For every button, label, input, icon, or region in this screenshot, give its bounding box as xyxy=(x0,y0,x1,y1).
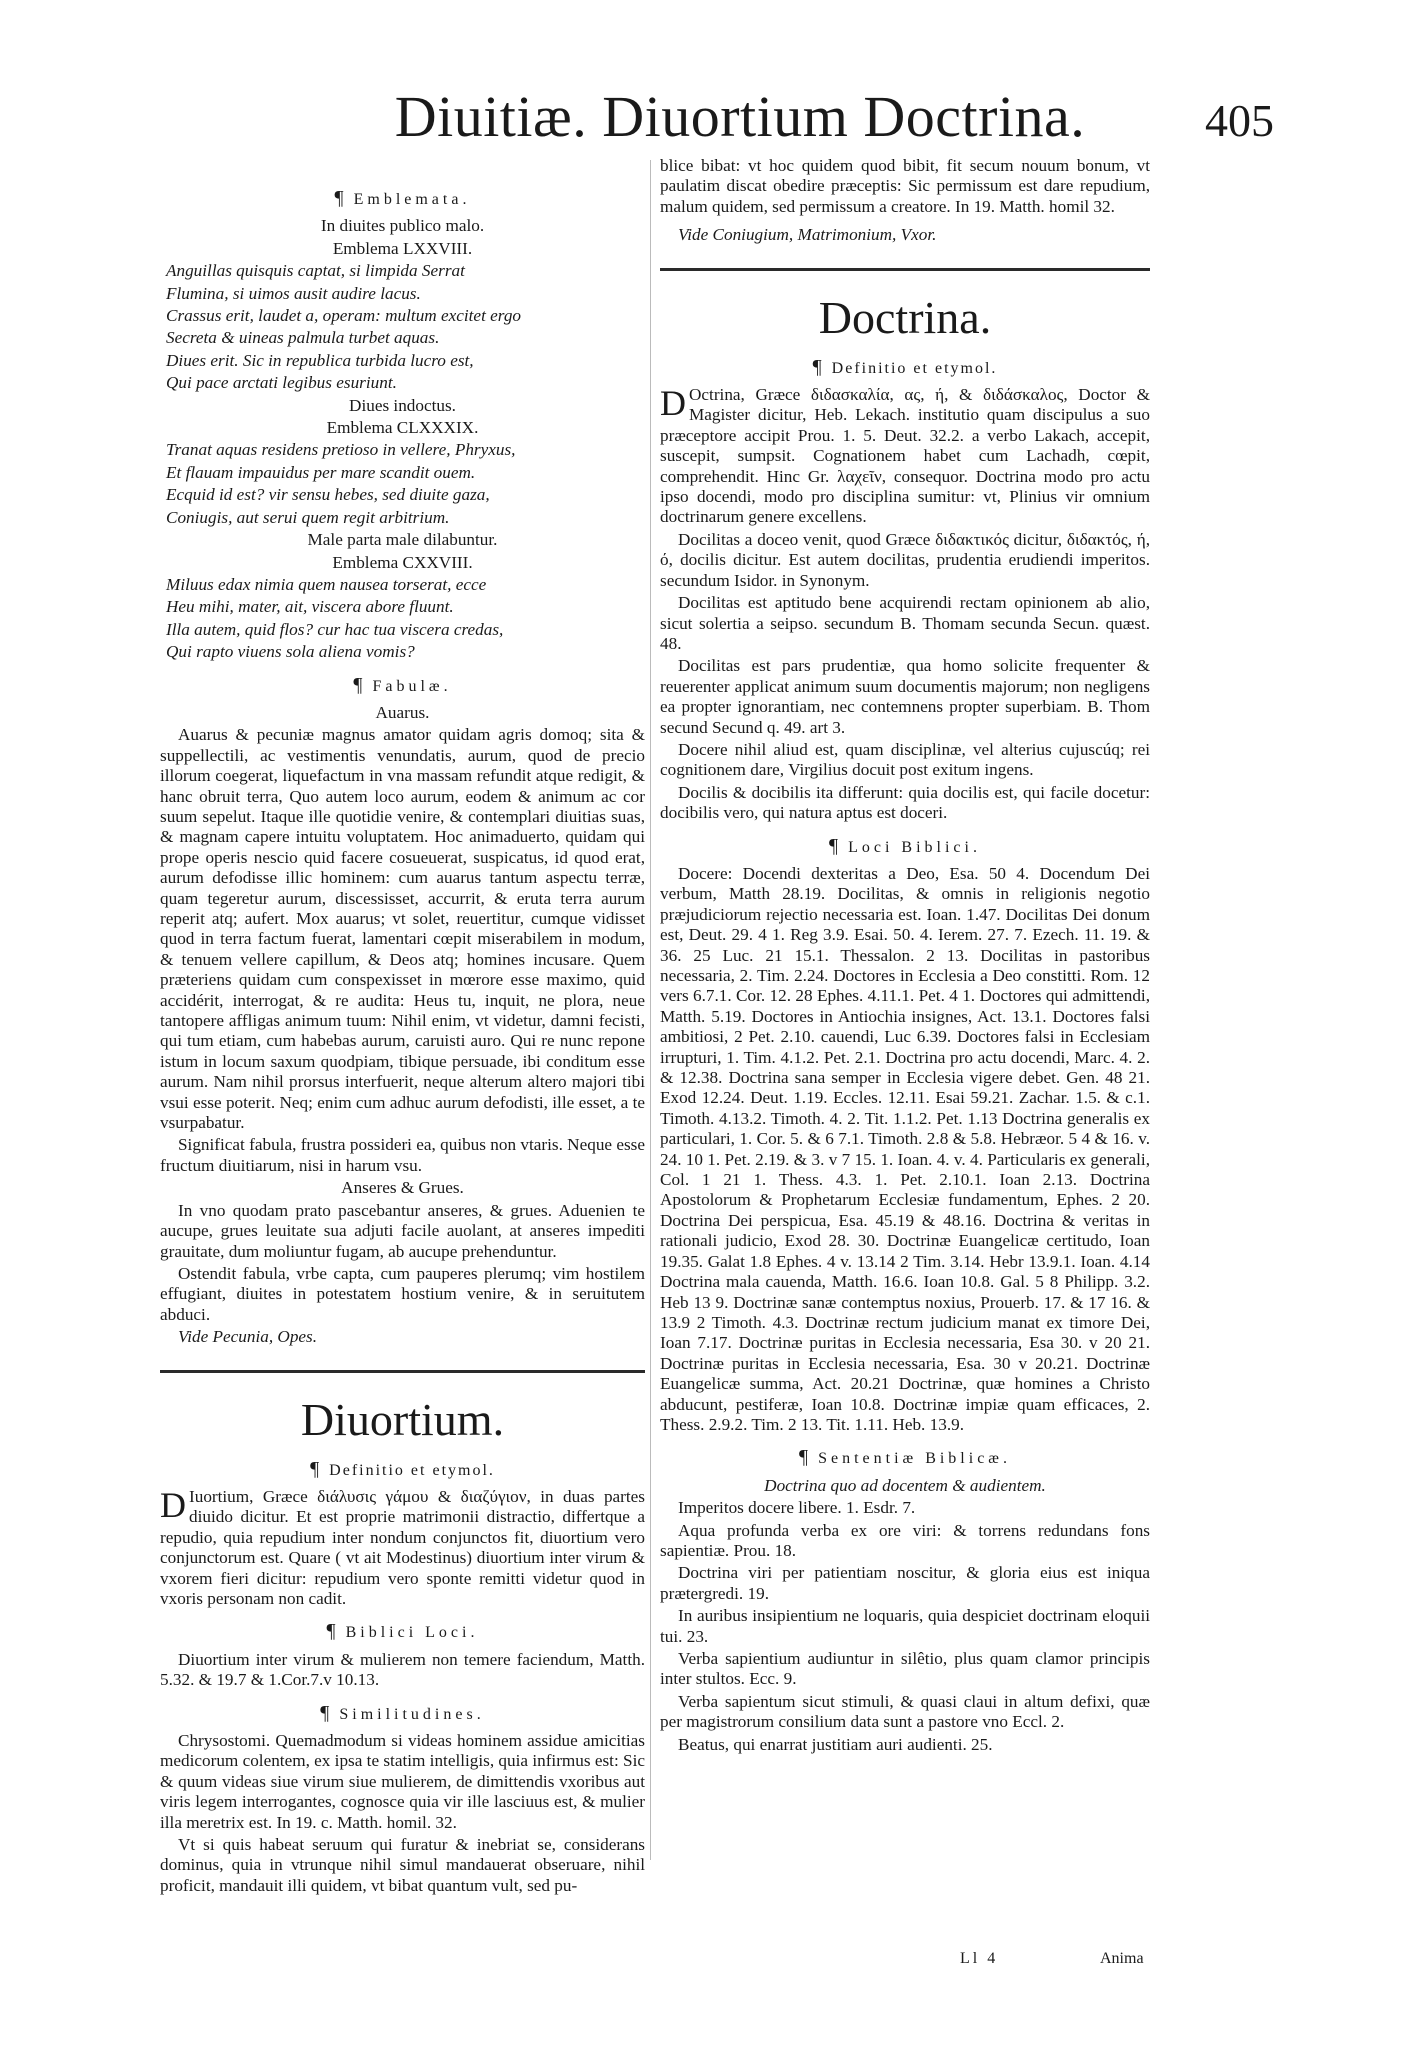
verse-line: Secreta & uineas palmula turbet aquas. xyxy=(166,328,440,348)
section-rule xyxy=(160,1370,645,1373)
similitudines-heading: ¶ Similitudines. xyxy=(320,1701,485,1724)
definition-text: Docilitas est aptitudo bene acquirendi rectam opinionem ab alio, sicut solertia a seipso. secundum B. Thomam secunda Secun. quæst. 48. xyxy=(660,593,1150,653)
verse-line: Coniugis, aut serui quem regit arbitrium. xyxy=(166,507,450,527)
fable-title: Anseres & Grues. xyxy=(341,1178,464,1198)
emblem-number: Emblema LXXVIII. xyxy=(332,238,473,258)
verse-line: Qui pace arctati legibus esuriunt. xyxy=(166,373,397,393)
verse-line: Miluus edax nimia quem nausea torserat, ecce xyxy=(166,574,487,594)
verse-line: Et flauam impauidus per mare scandit ouem. xyxy=(166,462,476,482)
entry-title-diuortium: Diuortium. xyxy=(300,1393,505,1445)
sententiae-heading: ¶ Sententiæ Biblicæ. xyxy=(799,1446,1011,1469)
verse-line: Crassus erit, laudet a, operam: multum excitet ergo xyxy=(166,306,522,326)
emblem-number: Emblema CLXXXIX. xyxy=(326,418,479,438)
running-title: Diuitiæ. Diuortium Doctrina. xyxy=(394,84,1086,149)
emblem-verse xyxy=(160,261,645,393)
emblem-verse xyxy=(160,575,645,663)
verse-line: Heu mihi, mater, ait, viscera abore fluunt. xyxy=(166,597,454,617)
definition-text: Docilis & docibilis ita differunt: quia docilis est, qui facile docetur: docibilis vero, qui natura aptus est doceri. xyxy=(660,782,1150,823)
emblem-title: Diues indoctus. xyxy=(349,395,456,415)
fable-moral: Ostendit fabula, vrbe capta, cum pauperes plerumq; vim hostilem effugiant, diuites in potestatem hostium venire, & in seruitutem abduci. xyxy=(160,1263,645,1324)
definition-text: Docere nihil aliud est, quam disciplinæ, vel alterius cujuscúq; rei cognitionem dare, Virgilius docuit post exitum ingens. xyxy=(660,739,1150,780)
pilcrow-icon: ¶ xyxy=(799,1446,809,1469)
fable-title: Auarus. xyxy=(375,702,430,722)
pilcrow-icon: ¶ xyxy=(353,673,363,696)
definition-heading: ¶ Definitio et etymol. xyxy=(310,1457,495,1480)
pilcrow-icon: ¶ xyxy=(320,1701,330,1724)
verse-line: Diues erit. Sic in republica turbida lucro est, xyxy=(166,350,474,370)
emblem-verse xyxy=(160,440,645,528)
loci-biblici-heading: ¶ Loci Biblici. xyxy=(829,834,981,857)
similitude-text: Vt si quis habeat seruum qui furatur & inebriat se, considerans dominus, quia in vtrunque nihil simul mandauerat obseruare, nihil proficit, mandauit illi quidem, vt bibat quantum vult, sed pu- xyxy=(160,1835,645,1895)
fabulae-heading: ¶ Fabulæ. xyxy=(353,673,452,696)
continued-text: blice bibat: vt hoc quidem quod bibit, fit secum nouum bonum, vt paulatim discat obedire præceptis: Sic permissum est dare repudium, malum quidem, sed permissum a creatore. In 19. Matth. homil 32. xyxy=(660,156,1150,216)
cross-reference: Vide Coniugium, Matrimonium, Vxor. xyxy=(678,225,937,245)
page-number: 405 xyxy=(1205,95,1274,146)
verse-line: Illa autem, quid flos? cur hac tua viscera credas, xyxy=(166,619,504,639)
column-divider xyxy=(650,160,651,1860)
definition-text: Docilitas est pars prudentiæ, qua homo solicite frequenter & reuerenter applicat animum suum documentis majorum; non negligens ea propter ignorantiam, nec contemnens propter superbiam. B. Thom secund Secund q. 49. art 3. xyxy=(660,656,1150,737)
biblici-loci-heading: ¶ Biblici Loci. xyxy=(326,1620,479,1643)
sentence-line: In auribus insipientium ne loquaris, quia despiciet doctrinam eloquii tui. 23. xyxy=(660,1606,1150,1646)
emblem-title: In diuites publico malo. xyxy=(320,216,485,236)
verse-line: Tranat aquas residens pretioso in vellere, Phryxus, xyxy=(166,440,516,460)
verse-line: Anguillas quisquis captat, si limpida Serrat xyxy=(166,261,465,281)
drop-initial: D xyxy=(660,383,686,424)
pilcrow-icon: ¶ xyxy=(829,834,839,857)
verse-line: Qui rapto viuens sola aliena vomis? xyxy=(166,642,415,662)
similitude-text: Chrysostomi. Quemadmodum si videas hominem assidue amicitias medicorum colentem, ex ipsa te statim intelligis, quia infirmus est: Sic & quum videas siue virum siue mulierem, de dimittendis vxoribus aut viris legem interrogantes, cognosce quia vir ille lasciuus est, & mulier illa meretrix est. In 19. c. Matth. homil. 32. xyxy=(160,1731,645,1832)
entry-title-doctrina: Doctrina. xyxy=(818,291,992,343)
cross-reference: Vide Pecunia, Opes. xyxy=(178,1327,318,1347)
left-column xyxy=(160,176,645,1898)
verse-line: Ecquid id est? vir sensu hebes, sed diuite gaza, xyxy=(166,485,490,505)
sententiae-subheading: Doctrina quo ad docentem & audientem. xyxy=(764,1475,1046,1495)
emblemata-heading: ¶ Emblemata. xyxy=(334,187,471,209)
definition-heading: ¶ Definitio et etymol. xyxy=(812,355,998,378)
pilcrow-icon: ¶ xyxy=(310,1457,320,1480)
fable-moral: Significat fabula, frustra possideri ea, quibus non vtaris. Neque esse fructum diuitiarum, nisi in harum vsu. xyxy=(160,1135,645,1175)
verse-line: Flumina, si uimos ausit audire lacus. xyxy=(166,283,421,303)
biblical-places-text: Diuortium inter virum & mulierem non temere faciendum, Matth. 5.32. & 19.7 & 1.Cor.7.v 10.13. xyxy=(160,1649,645,1690)
pilcrow-icon: ¶ xyxy=(326,1620,336,1643)
signature-mark: Ll 4 xyxy=(960,1950,999,1967)
sentence-line: Beatus, qui enarrat justitiam auri audienti. 25. xyxy=(678,1734,993,1754)
definition-text: D Iuortium, Græce διάλυσις γάμου & διαζύγιον, in duas partes diuido dicitur. Et est proprie matrimonii distractio, differtque a repudio, quia repudium inter nondum conjunctos fit, diuortium vero conjunctorum est. Quare ( vt ait Modestinus) diuortium inter virum & vxorem fieri dicitur: repudium vero sponte remitti videtur quod in vxoris personam non cadit. xyxy=(160,1484,645,1608)
sentence-line: Verba sapientum sicut stimuli, & quasi claui in altum defixi, quæ per magistrorum consilium data sunt a pastore vno Eccl. 2. xyxy=(660,1691,1150,1732)
sentence-line: Aqua profunda verba ex ore viri: & torrens redundans fons sapientiæ. Prou. 18. xyxy=(660,1520,1150,1560)
section-rule xyxy=(660,268,1150,271)
emblem-number: Emblema CXXVIII. xyxy=(332,552,473,572)
pilcrow-icon: ¶ xyxy=(812,355,822,378)
sentence-line: Verba sapientium audiuntur in silêtio, plus quam clamor principis inter stultos. Ecc. 9. xyxy=(660,1649,1150,1689)
right-column xyxy=(660,156,1150,1757)
sentence-line: Doctrina viri per patientiam noscitur, & gloria eius est iniqua prætergredi. 19. xyxy=(660,1563,1150,1603)
definition-text: D Octrina, Græce διδασκαλία, ας, ή, & διδάσκαλος, Doctor & Magister dicitur, Heb. Lekach. institutio quam discipulus a suo præceptore accipit Prou. 1. 5. Deut. 32.2. a verbo Lakach, accepit, suscepit, sumpsit. Cognationem habet cum Lachadh, cœpit, comprehendit. Hinc Gr. λαχεῖν, consequor. Doctrina modo pro actu ipso docendi, modo pro disciplina sumitur: vt, Plinius vir omnium doctrinarum genere excellens. xyxy=(660,383,1150,527)
definition-text: Docilitas a doceo venit, quod Græce διδακτικός dicitur, διδακτός, ή, ό, docilis dicitur. Est autem docilitas, prudentia erudiendi imperitos. secundum Isidor. in Synonym. xyxy=(660,529,1150,590)
catchword: Anima xyxy=(1100,1950,1144,1967)
pilcrow-icon: ¶ xyxy=(334,187,344,209)
drop-initial: D xyxy=(160,1484,186,1525)
fable-text: Auarus & pecuniæ magnus amator quidam agris domoq; sita & suppellectili, ac vestimentis venundatis, aurum, quod de precio illorum coegerat, liquefactum in vna massam refundit atque redigit, & hanc obruit terra, Quo autem loco aurum, eodem & animum ac cor suum sepelut. Itaque ille quotidie venire, & contemplari diuitias suas, & magnam capere intuitu voluptatem. Hoc animaduerto, quidam qui prope operis nescio quid facere cosueuerat, suspicatus, id quod erat, aurum defodisse illic hominem: cum auarus tantum aspectu terræ, quam tegeretur aurum, discessisset, accurrit, & eruta terra aurum reperit atq; aufert. Mox auarus; vt solet, reuertitur, cumque vidisset quod in terra factum fuerat, lamentari cœpit miserabilem in modum, & tenuem vellere capillum, & Deos atq; homines incusare. Quem præteriens quidam cum conspexisset in mœrore esse maximo, quid accidérit, interrogat, & re audita: Heus tu, inquit, ne plora, neue tantopere affligas animum tuum: Nihil enim, vt videtur, damni fecisti, qui tum etiam, cum habebas aurum, caruisti auro. Qui re nunc repone istum in locum saxum quodpiam, tibique persuade, ibi conditum esse aurum. Nam nihil prorsus interfuerit, neque alterum altero majori tibi vsui esse poterit. Neq; enim cum adhuc aurum defodisti, ille esset, a te vsurpabatur. xyxy=(160,725,645,1133)
fable-text: In vno quodam prato pascebantur anseres, & grues. Aduenien te aucupe, grues leuitate sua adjuti facile auolant, at anseres impediti grauitate, dum moliuntur fugam, ab aucupe prehenduntur. xyxy=(160,1200,645,1261)
biblical-places-text: Docere: Docendi dexteritas a Deo, Esa. 50 4. Docendum Dei verbum, Matth 28.19. Docilitas, & omnis in religionis negotio præjudiciorum rejectio necessaria est. Ioan. 1.47. Docilitas Dei donum est, Deut. 29. 4 1. Reg 3.9. Esai. 50. 4. Ierem. 27. 7. Ezech. 11. 19. & 36. 25 Luc. 21 15.1. Thessalon. 2 13. Docilitas in pastoribus necessaria, 2. Tim. 2.24. Doctores in Ecclesia a Deo constitti. Rom. 12 vers 6.7.1. Cor. 12. 28 Ephes. 4.11.1. Pet. 4 1. Doctores qui admittendi, Matth. 5.19. Doctores in Antiochia insignes, Act. 13.1. Doctores falsi ambitiosi, 2 Pet. 2.10. cauendi, Luc 6.39. Doctores falsi in Ecclesiam irrupturi, 1. Tim. 4.1.2. Pet. 2.1. Doctrina pro actu docendi, Marc. 4. 2. & 12.38. Doctrina sana semper in Ecclesia vigere debet. Gen. 48 21. Exod 12.24. Deut. 1.19. Eccles. 12.11. Esai 59.21. Zachar. 1.5. & c.1. Timoth. 4.13.2. Timoth. 4. 2. Tit. 1.1.2. Pet. 1.13 Doctrina generalis ex particulari, 1. Cor. 5. & 6 7.1. Timoth. 2.8 & 5.8. Hebræor. 5 4 & 16. v. 24. 10 1. Pet. 2.19. & 3. v 7 15. 1. Ioan. 4. v. 4. Particularis ex generali, Col. 1 21 1. Thess. 4.3. 1. Pet. 2.10.1. Ioan 2.13. Doctrina Apostolorum & Prophetarum Ecclesiæ fundamentum, Ephes. 2 20. Doctrina Dei perspicua, Esa. 45.19 & 48.16. Doctrina & veritas in rationali judicio, Exod 28. 30. Doctrinæ Euangelicæ certitudo, Ioan 19.35. Galat 1.8 Ephes. 4 v. 13.14 2 Tim. 3.14. Hebr 13.9.1. Ioan. 4.14 Doctrina mala cauenda, Matth. 16.6. Ioan 10.8. Gal. 5 8 Philipp. 3.2. Heb 13 9. Doctrinæ sanæ contemptus noxius, Prouerb. 17. & 17 16. & 13.9 2 Timoth. 4.3. Doctrinæ rectum judicium manat ex timore Dei, Ioan 7.17. Doctrinæ puritas in Ecclesia necessaria, Esa 30. v 20 21. Doctrinæ puritas in Ecclesia necessaria, Esa. 30 v 20.21. Doctrinæ Euangelicæ summa, Act. 20.21 Doctrinæ, quæ homines a Christo abducunt, pestiferæ, Ioan 10.8. Doctrinæ impiæ quam efficaces, 2. Thess. 2.9.2. Tim. 2 13. Tit. 1.11. Heb. 13.9. xyxy=(660,863,1150,1434)
sentence-line: Imperitos docere libere. 1. Esdr. 7. xyxy=(678,1498,916,1518)
emblem-title: Male parta male dilabuntur. xyxy=(307,530,498,550)
